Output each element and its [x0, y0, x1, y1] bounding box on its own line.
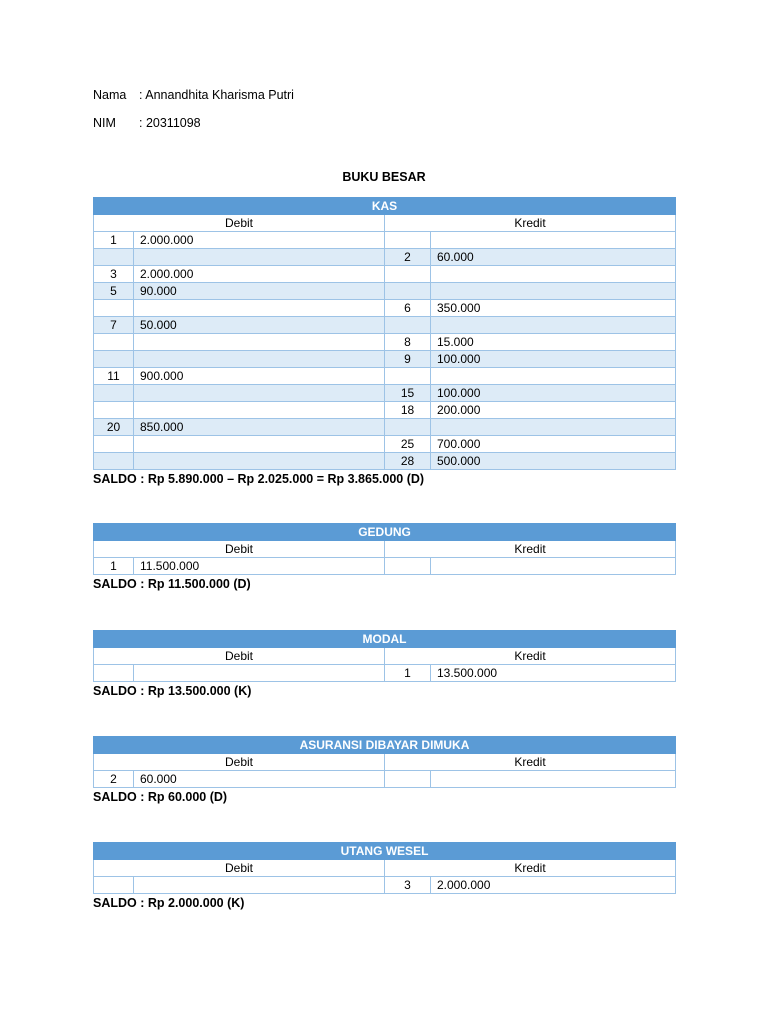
debit-header: Debit [94, 754, 385, 771]
kredit-amount [431, 317, 676, 334]
debit-amount [134, 453, 385, 470]
kredit-amount: 100.000 [431, 351, 676, 368]
debit-date: 11 [94, 368, 134, 385]
debit-amount: 850.000 [134, 419, 385, 436]
ledger-table [93, 842, 676, 894]
debit-amount [134, 877, 385, 894]
debit-amount: 900.000 [134, 368, 385, 385]
debit-date: 3 [94, 266, 134, 283]
ledger-header-row [94, 541, 676, 558]
debit-amount [134, 249, 385, 266]
table-row [94, 334, 676, 351]
kredit-date: 8 [385, 334, 431, 351]
kredit-date: 25 [385, 436, 431, 453]
debit-amount: 2.000.000 [134, 232, 385, 249]
table-row [94, 249, 676, 266]
saldo-line: SALDO : Rp 13.500.000 (K) [93, 684, 252, 698]
kredit-amount: 500.000 [431, 453, 676, 470]
table-row [94, 665, 676, 682]
ledger-title-row [94, 631, 676, 648]
kredit-date [385, 419, 431, 436]
ledger-utang-wesel [93, 842, 675, 910]
kredit-date: 6 [385, 300, 431, 317]
debit-amount: 90.000 [134, 283, 385, 300]
ledger-gedung [93, 523, 675, 591]
debit-date [94, 877, 134, 894]
kredit-date: 28 [385, 453, 431, 470]
kredit-amount [431, 771, 676, 788]
debit-header: Debit [94, 648, 385, 665]
debit-date: 20 [94, 419, 134, 436]
debit-amount: 60.000 [134, 771, 385, 788]
kredit-amount [431, 266, 676, 283]
ledger-title-row [94, 524, 676, 541]
debit-amount: 2.000.000 [134, 266, 385, 283]
ledger-asuransi-dibayar-dimuka [93, 736, 675, 804]
name-line [93, 88, 294, 102]
saldo-line: SALDO : Rp 11.500.000 (D) [93, 577, 251, 591]
ledger-header-row [94, 648, 676, 665]
debit-date [94, 300, 134, 317]
ledger-title: ASURANSI DIBAYAR DIMUKA [94, 737, 676, 754]
kredit-amount: 350.000 [431, 300, 676, 317]
ledger-header-row [94, 215, 676, 232]
debit-header: Debit [94, 215, 385, 232]
kredit-date: 9 [385, 351, 431, 368]
debit-date [94, 665, 134, 682]
name-label: Nama [93, 88, 127, 102]
kredit-date [385, 232, 431, 249]
kredit-amount [431, 283, 676, 300]
nim-label: NIM [93, 116, 116, 130]
debit-amount: 11.500.000 [134, 558, 385, 575]
debit-date [94, 385, 134, 402]
table-row [94, 558, 676, 575]
ledger-modal [93, 630, 675, 698]
name-value: : Annandhita Kharisma Putri [139, 88, 294, 102]
table-row [94, 266, 676, 283]
ledger-table [93, 736, 676, 788]
kredit-amount: 200.000 [431, 402, 676, 419]
ledger-title-row [94, 198, 676, 215]
ledger-title-row [94, 737, 676, 754]
kredit-date [385, 771, 431, 788]
debit-amount [134, 300, 385, 317]
table-row [94, 351, 676, 368]
debit-date: 5 [94, 283, 134, 300]
table-row [94, 300, 676, 317]
debit-amount [134, 436, 385, 453]
table-row [94, 368, 676, 385]
debit-date [94, 436, 134, 453]
ledger-table [93, 523, 676, 575]
kredit-header: Kredit [385, 754, 676, 771]
table-row [94, 453, 676, 470]
debit-amount [134, 402, 385, 419]
kredit-date: 1 [385, 665, 431, 682]
kredit-amount: 60.000 [431, 249, 676, 266]
kredit-date [385, 558, 431, 575]
kredit-date [385, 283, 431, 300]
table-row [94, 877, 676, 894]
nim-value: : 20311098 [139, 116, 201, 130]
debit-date [94, 351, 134, 368]
debit-amount [134, 351, 385, 368]
debit-date: 2 [94, 771, 134, 788]
kredit-amount [431, 419, 676, 436]
kredit-amount [431, 368, 676, 385]
saldo-line: SALDO : Rp 2.000.000 (K) [93, 896, 245, 910]
ledger-title: GEDUNG [94, 524, 676, 541]
kredit-date [385, 317, 431, 334]
kredit-amount: 2.000.000 [431, 877, 676, 894]
debit-date: 1 [94, 232, 134, 249]
debit-date [94, 334, 134, 351]
table-row [94, 385, 676, 402]
ledger-header-row [94, 860, 676, 877]
debit-amount [134, 665, 385, 682]
ledger-table [93, 197, 676, 470]
debit-amount [134, 385, 385, 402]
kredit-amount [431, 232, 676, 249]
kredit-date: 2 [385, 249, 431, 266]
debit-header: Debit [94, 860, 385, 877]
table-row [94, 436, 676, 453]
table-row [94, 771, 676, 788]
kredit-date: 15 [385, 385, 431, 402]
kredit-amount: 15.000 [431, 334, 676, 351]
kredit-date [385, 266, 431, 283]
ledger-title: MODAL [94, 631, 676, 648]
saldo-line: SALDO : Rp 60.000 (D) [93, 790, 228, 804]
nim-line [93, 116, 201, 130]
ledger-title: UTANG WESEL [94, 843, 676, 860]
debit-amount [134, 334, 385, 351]
kredit-date: 18 [385, 402, 431, 419]
debit-date [94, 453, 134, 470]
debit-header: Debit [94, 541, 385, 558]
saldo-line: SALDO : Rp 5.890.000 – Rp 2.025.000 = Rp 3.865.000 (D) [93, 472, 425, 486]
table-row [94, 283, 676, 300]
debit-amount: 50.000 [134, 317, 385, 334]
kredit-amount [431, 558, 676, 575]
debit-date: 1 [94, 558, 134, 575]
kredit-header: Kredit [385, 541, 676, 558]
kredit-header: Kredit [385, 215, 676, 232]
debit-date: 7 [94, 317, 134, 334]
ledger-title-row [94, 843, 676, 860]
document-title: BUKU BESAR [342, 170, 426, 184]
ledger-title: KAS [94, 198, 676, 215]
ledger-kas [93, 197, 675, 486]
kredit-date: 3 [385, 877, 431, 894]
table-row [94, 402, 676, 419]
kredit-header: Kredit [385, 648, 676, 665]
kredit-amount: 700.000 [431, 436, 676, 453]
table-row [94, 317, 676, 334]
kredit-date [385, 368, 431, 385]
debit-date [94, 402, 134, 419]
debit-date [94, 249, 134, 266]
table-row [94, 232, 676, 249]
kredit-header: Kredit [385, 860, 676, 877]
kredit-amount: 13.500.000 [431, 665, 676, 682]
ledger-header-row [94, 754, 676, 771]
ledger-table [93, 630, 676, 682]
kredit-amount: 100.000 [431, 385, 676, 402]
table-row [94, 419, 676, 436]
